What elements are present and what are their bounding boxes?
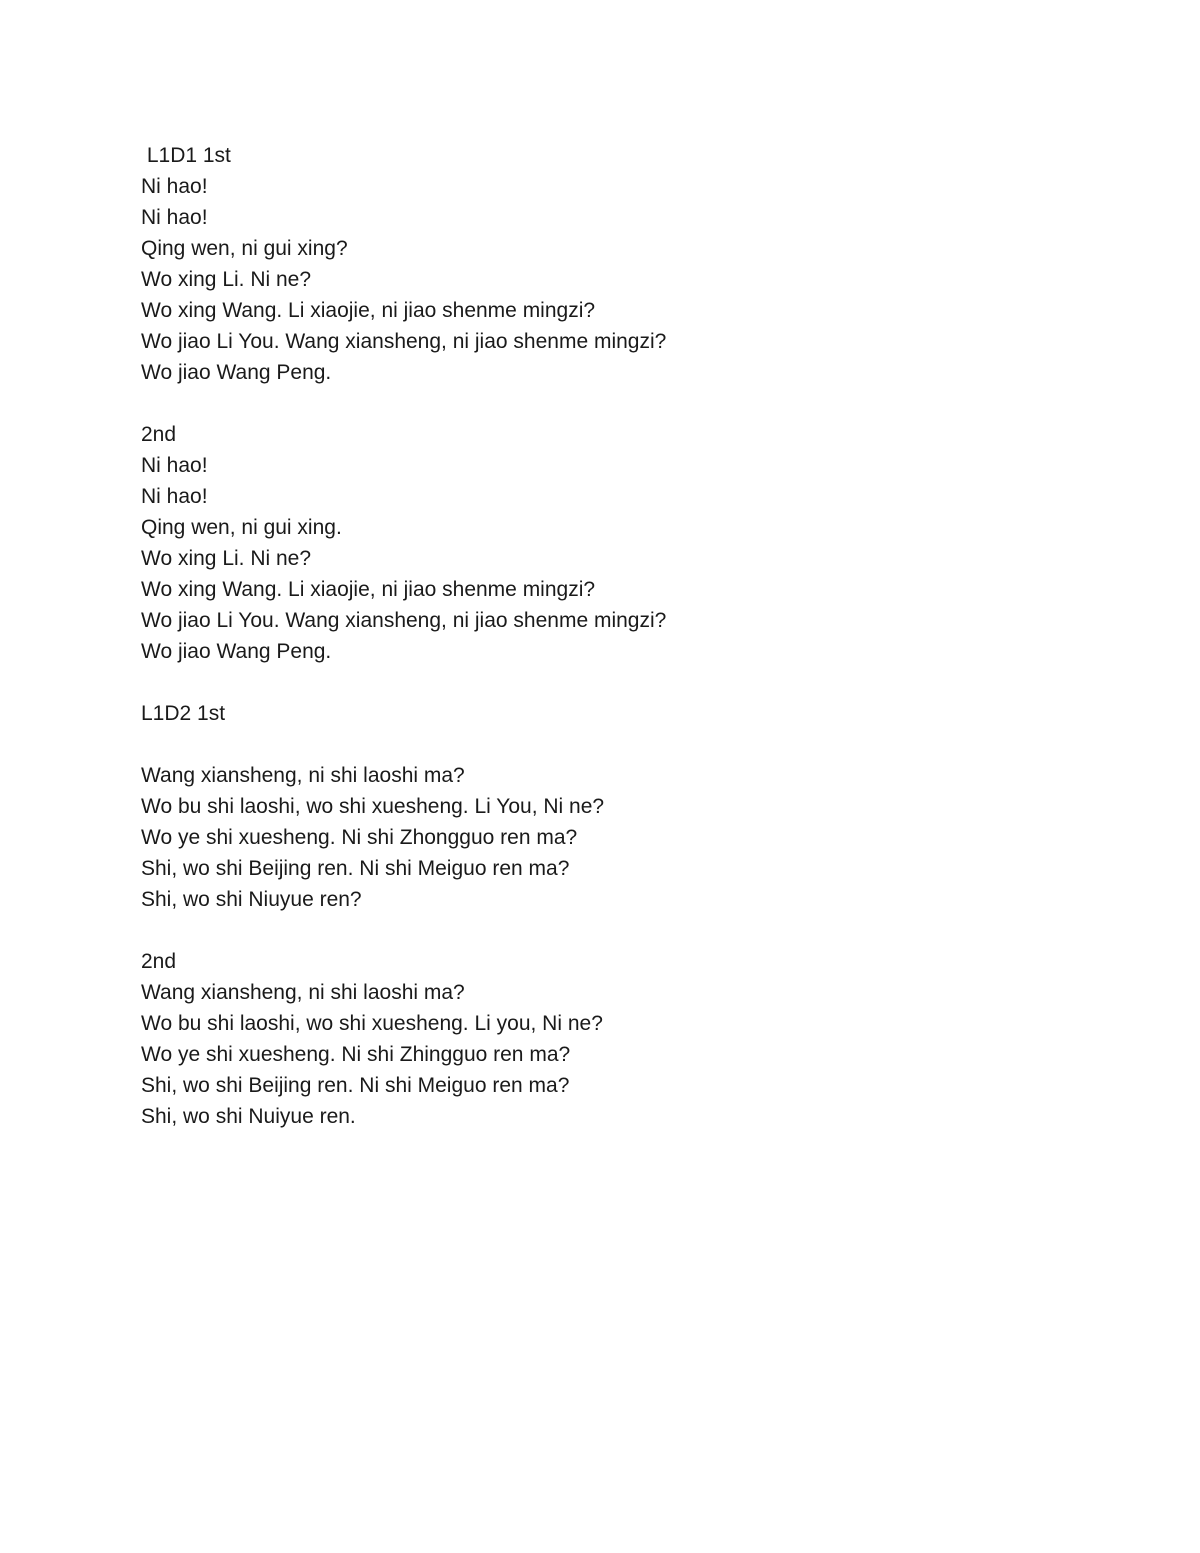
dialogue-line: Ni hao!: [141, 485, 208, 508]
section-heading-l1d2-2nd: 2nd: [141, 950, 177, 973]
section-heading-l1d1-2nd: 2nd: [141, 423, 177, 446]
dialogue-line: Wo jiao Li You. Wang xiansheng, ni jiao shenme mingzi?: [141, 609, 667, 632]
dialogue-line: Shi, wo shi Niuyue ren?: [141, 888, 362, 911]
dialogue-line: Wo xing Wang. Li xiaojie, ni jiao shenme mingzi?: [141, 578, 596, 601]
dialogue-line: Wang xiansheng, ni shi laoshi ma?: [141, 764, 465, 787]
dialogue-line: Qing wen, ni gui xing?: [141, 237, 348, 260]
blank-line: [141, 729, 1041, 760]
dialogue-line: Wo ye shi xuesheng. Ni shi Zhingguo ren ma?: [141, 1043, 571, 1066]
dialogue-line: Qing wen, ni gui xing.: [141, 516, 342, 539]
dialogue-line: Wo jiao Li You. Wang xiansheng, ni jiao shenme mingzi?: [141, 330, 667, 353]
section-heading-l1d2-1st: L1D2 1st: [141, 702, 226, 725]
document-body: [141, 140, 1041, 1132]
dialogue-line: Wo jiao Wang Peng.: [141, 361, 332, 384]
dialogue-line: Wo jiao Wang Peng.: [141, 640, 332, 663]
dialogue-line: Wo xing Li. Ni ne?: [141, 268, 312, 291]
blank-line: [141, 667, 1041, 698]
dialogue-line: Shi, wo shi Beijing ren. Ni shi Meiguo ren ma?: [141, 857, 570, 880]
dialogue-line: Wo ye shi xuesheng. Ni shi Zhongguo ren ma?: [141, 826, 578, 849]
dialogue-line: Shi, wo shi Nuiyue ren.: [141, 1105, 356, 1128]
blank-line: [141, 915, 1041, 946]
dialogue-line: Wo bu shi laoshi, wo shi xuesheng. Li you, Ni ne?: [141, 1012, 603, 1035]
blank-line: [141, 388, 1041, 419]
dialogue-line: Shi, wo shi Beijing ren. Ni shi Meiguo ren ma?: [141, 1074, 570, 1097]
dialogue-line: Ni hao!: [141, 175, 208, 198]
dialogue-line: Wo bu shi laoshi, wo shi xuesheng. Li You, Ni ne?: [141, 795, 605, 818]
dialogue-line: Wo xing Wang. Li xiaojie, ni jiao shenme mingzi?: [141, 299, 596, 322]
dialogue-line: Wang xiansheng, ni shi laoshi ma?: [141, 981, 465, 1004]
dialogue-line: Wo xing Li. Ni ne?: [141, 547, 312, 570]
dialogue-line: Ni hao!: [141, 454, 208, 477]
dialogue-line: Ni hao!: [141, 206, 208, 229]
section-heading-l1d1-1st: L1D1 1st: [141, 144, 231, 167]
